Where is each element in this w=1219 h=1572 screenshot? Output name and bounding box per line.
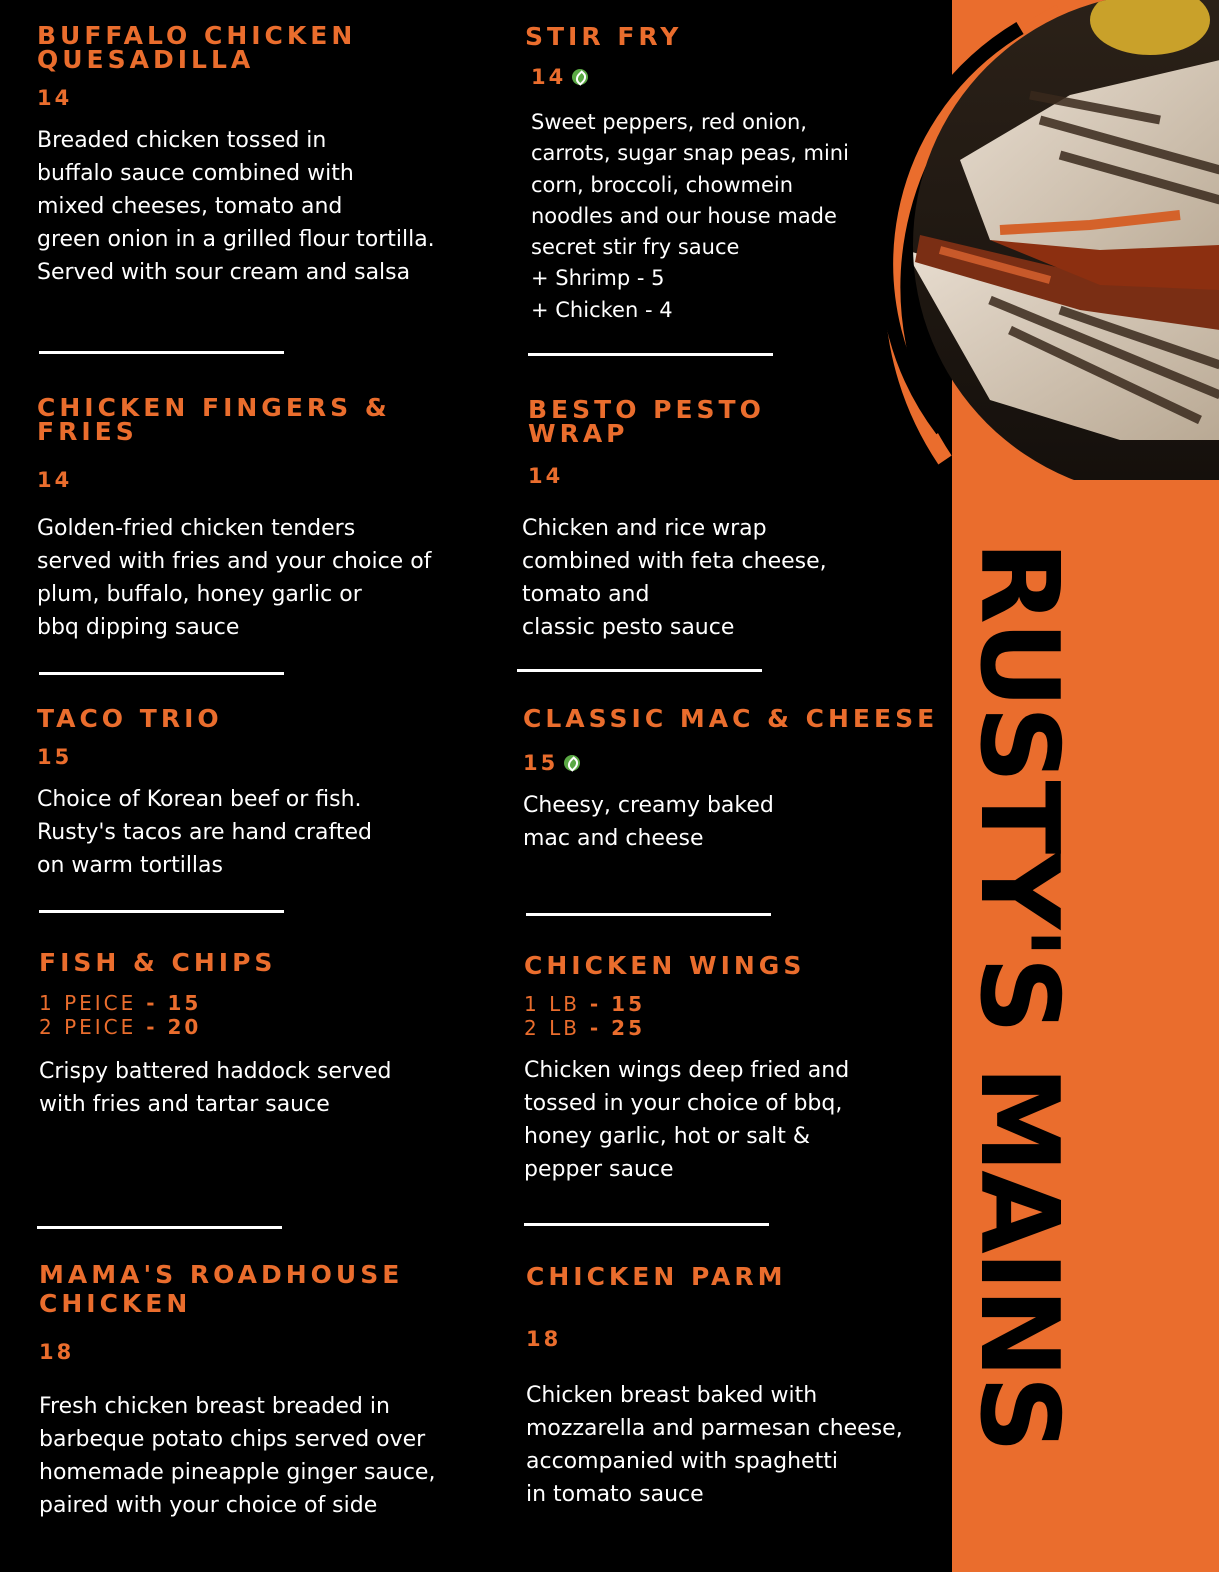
item-price <box>526 1327 946 1351</box>
price-list <box>39 991 509 1039</box>
price-value: 15 <box>523 751 559 775</box>
brand-title-container <box>956 540 1082 1450</box>
item-name: CHICKEN PARM <box>526 1262 787 1291</box>
price-list <box>524 992 944 1040</box>
price-option: 1 PEICE - 15 <box>39 991 202 1015</box>
item-price <box>37 86 507 110</box>
price-option: 1 LB - 15 <box>524 992 646 1016</box>
item-name: TACO TRIO <box>37 704 223 733</box>
menu-item-stirfry <box>525 22 875 326</box>
item-description: Golden-fried chicken tenders served with fries and your choice of plum, buffalo, honey garlic or bbq dipping sauce <box>37 516 432 640</box>
item-name: CLASSIC MAC & CHEESE <box>523 704 939 733</box>
item-description: Breaded chicken tossed in buffalo sauce combined with mixed cheeses, tomato and green onion in a grilled flour tortilla. Served with sour cream and salsa <box>37 128 435 285</box>
item-price <box>531 65 875 89</box>
price-option: 2 LB - 25 <box>524 1016 646 1040</box>
price-option: 2 PEICE - 20 <box>39 1015 202 1039</box>
divider <box>526 913 771 916</box>
divider <box>517 669 762 672</box>
divider <box>39 351 284 354</box>
price-value: 14 <box>531 65 567 89</box>
menu-item-buffalo <box>37 21 507 289</box>
item-price <box>523 751 943 775</box>
item-description: Chicken breast baked with mozzarella and parmesan cheese, accompanied with spaghetti in tomato sauce <box>526 1383 903 1507</box>
item-name: CHICKEN FINGERS & FRIES <box>37 393 391 446</box>
menu-item-mama <box>39 1260 509 1522</box>
item-price <box>39 1340 509 1364</box>
price-value: 14 <box>37 468 73 492</box>
item-name: FISH & CHIPS <box>39 948 277 977</box>
item-description: Fresh chicken breast breaded in barbeque potato chips served over homemade pineapple ginger sauce, paired with your choice of side <box>39 1394 436 1518</box>
vegetarian-icon <box>572 69 588 85</box>
divider <box>528 353 773 356</box>
price-value: 18 <box>39 1340 75 1364</box>
item-price <box>37 745 507 769</box>
item-description: Choice of Korean beef or fish. Rusty's tacos are hand crafted on warm tortillas <box>37 787 372 878</box>
item-description: Sweet peppers, red onion, carrots, sugar snap peas, mini corn, broccoli, chowmein noodles and our house made secret stir fry sauce + Shrimp - 5 + Chicken - 4 <box>531 110 849 322</box>
menu-item-wings <box>524 951 944 1186</box>
divider <box>37 1226 282 1229</box>
divider <box>524 1223 769 1226</box>
price-value: 14 <box>528 464 564 488</box>
item-name: CHICKEN WINGS <box>524 951 806 980</box>
divider <box>39 910 284 913</box>
item-description: Crispy battered haddock served with fries and tartar sauce <box>39 1059 392 1117</box>
item-description: Chicken and rice wrap combined with feta cheese, tomato and classic pesto sauce <box>522 516 827 640</box>
price-value: 18 <box>526 1327 562 1351</box>
price-value: 15 <box>37 745 73 769</box>
item-name: BUFFALO CHICKEN QUESADILLA <box>37 21 357 74</box>
vegetarian-icon <box>564 755 580 771</box>
menu-item-pesto <box>522 395 928 644</box>
menu-item-taco <box>37 704 507 882</box>
item-name: MAMA'S ROADHOUSE CHICKEN <box>39 1260 404 1318</box>
menu-item-fingers <box>37 393 507 644</box>
price-value: 14 <box>37 86 73 110</box>
divider <box>39 672 284 675</box>
item-price <box>528 464 928 488</box>
menu-item-mac <box>523 704 943 855</box>
item-description: Chicken wings deep fried and tossed in your choice of bbq, honey garlic, hot or salt & pepper sauce <box>524 1058 850 1182</box>
item-description: Cheesy, creamy baked mac and cheese <box>523 793 774 851</box>
item-name: STIR FRY <box>525 22 683 51</box>
item-price <box>37 468 507 492</box>
menu-item-parm <box>526 1262 946 1511</box>
menu-item-fish <box>39 948 509 1121</box>
item-name: BESTO PESTO WRAP <box>528 395 765 448</box>
brand-title: RUSTY'S MAINS <box>956 540 1082 1450</box>
